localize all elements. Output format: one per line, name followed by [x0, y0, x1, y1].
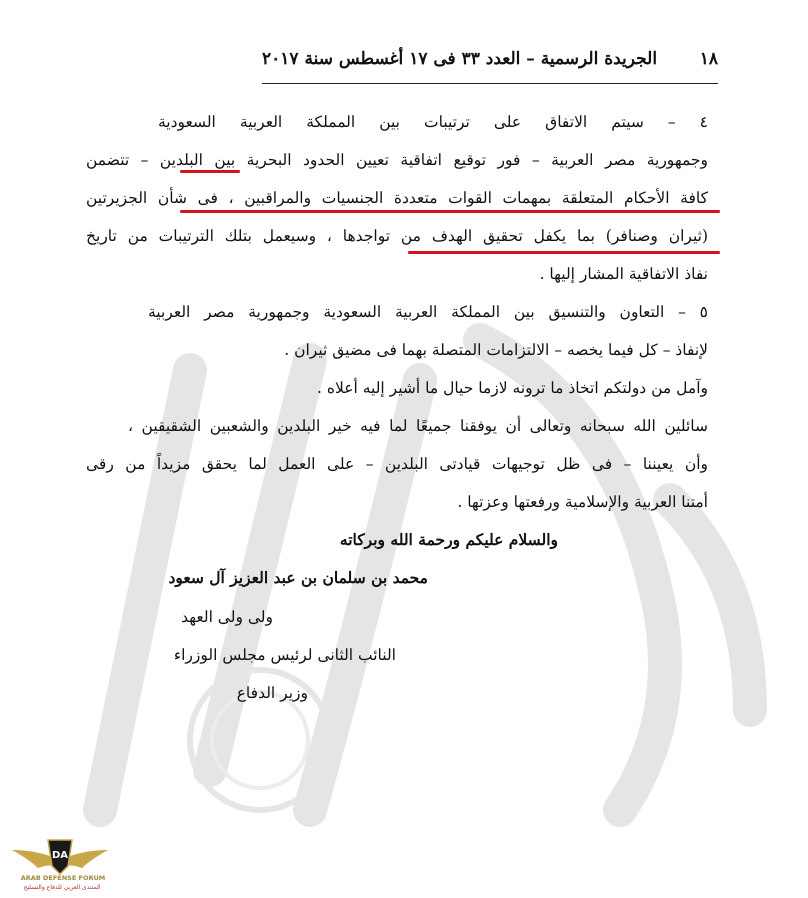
body-line: أمتنا العربية والإسلامية ورفعتها وعزتها .	[457, 493, 708, 511]
header-divider	[262, 83, 718, 84]
body-line: نفاذ الاتفاقية المشار إليها .	[539, 265, 708, 283]
signatory-title: ولى ولى العهد	[181, 608, 273, 626]
signatory-title: النائب الثانى لرئيس مجلس الوزراء	[173, 646, 396, 664]
body-line: وأن يعيننا – فى ظل توجيهات قيادتى البلدين – على العمل لما يحقق مزيداً من رقى	[86, 455, 708, 473]
body-line: سائلين الله سبحانه وتعالى أن يوفقنا جميعًا لما فيه خير البلدين والشعبين الشقيقين ،	[128, 417, 708, 435]
body-line: وجمهورية مصر العربية – فور توقيع اتفاقية تعيين الحدود البحرية بين البلدين – تتضمن	[86, 151, 708, 169]
highlight-underline	[180, 170, 240, 173]
highlight-underline	[408, 251, 720, 254]
page-header	[262, 44, 718, 74]
logo-initials: DA	[51, 850, 69, 861]
closing-salutation: والسلام عليكم ورحمة الله وبركاته	[339, 530, 558, 549]
body-line: لإنفاذ – كل فيما يخصه – الالتزامات المتصلة بهما فى مضيق ثيران .	[284, 341, 708, 359]
highlight-underline	[180, 210, 720, 213]
gazette-title: الجريدة الرسمية – العدد ٣٣ فى ١٧ أغسطس سنة ٢٠١٧	[262, 49, 658, 69]
logo-name-ar: المنتدى العربي للدفاع والتسليح	[23, 884, 101, 891]
signatory-title: وزير الدفاع	[236, 684, 308, 702]
body-line: ٥ – التعاون والتنسيق بين المملكة العربية السعودية وجمهورية مصر العربية	[148, 303, 708, 321]
body-line: كافة الأحكام المتعلقة بمهمات القوات متعددة الجنسيات والمراقبين ، فى شأن الجزيرتين	[86, 189, 708, 207]
page-number: ١٨	[699, 49, 718, 69]
body-line: (ثيران وصنافر) بما يكفل تحقيق الهدف من تواجدها ، وسيعمل بتلك الترتيبات من تاريخ	[86, 227, 708, 245]
logo-name-en: ARAB DEFENSE FORUM	[20, 874, 106, 882]
signatory-name: محمد بن سلمان بن عبد العزيز آل سعود	[168, 568, 428, 587]
body-line: ٤ – سيتم الاتفاق على ترتيبات بين المملكة العربية السعودية	[158, 113, 708, 131]
body-line: وآمل من دولتكم اتخاذ ما ترونه لازما حيال ما أشير إليه أعلاه .	[317, 379, 708, 397]
